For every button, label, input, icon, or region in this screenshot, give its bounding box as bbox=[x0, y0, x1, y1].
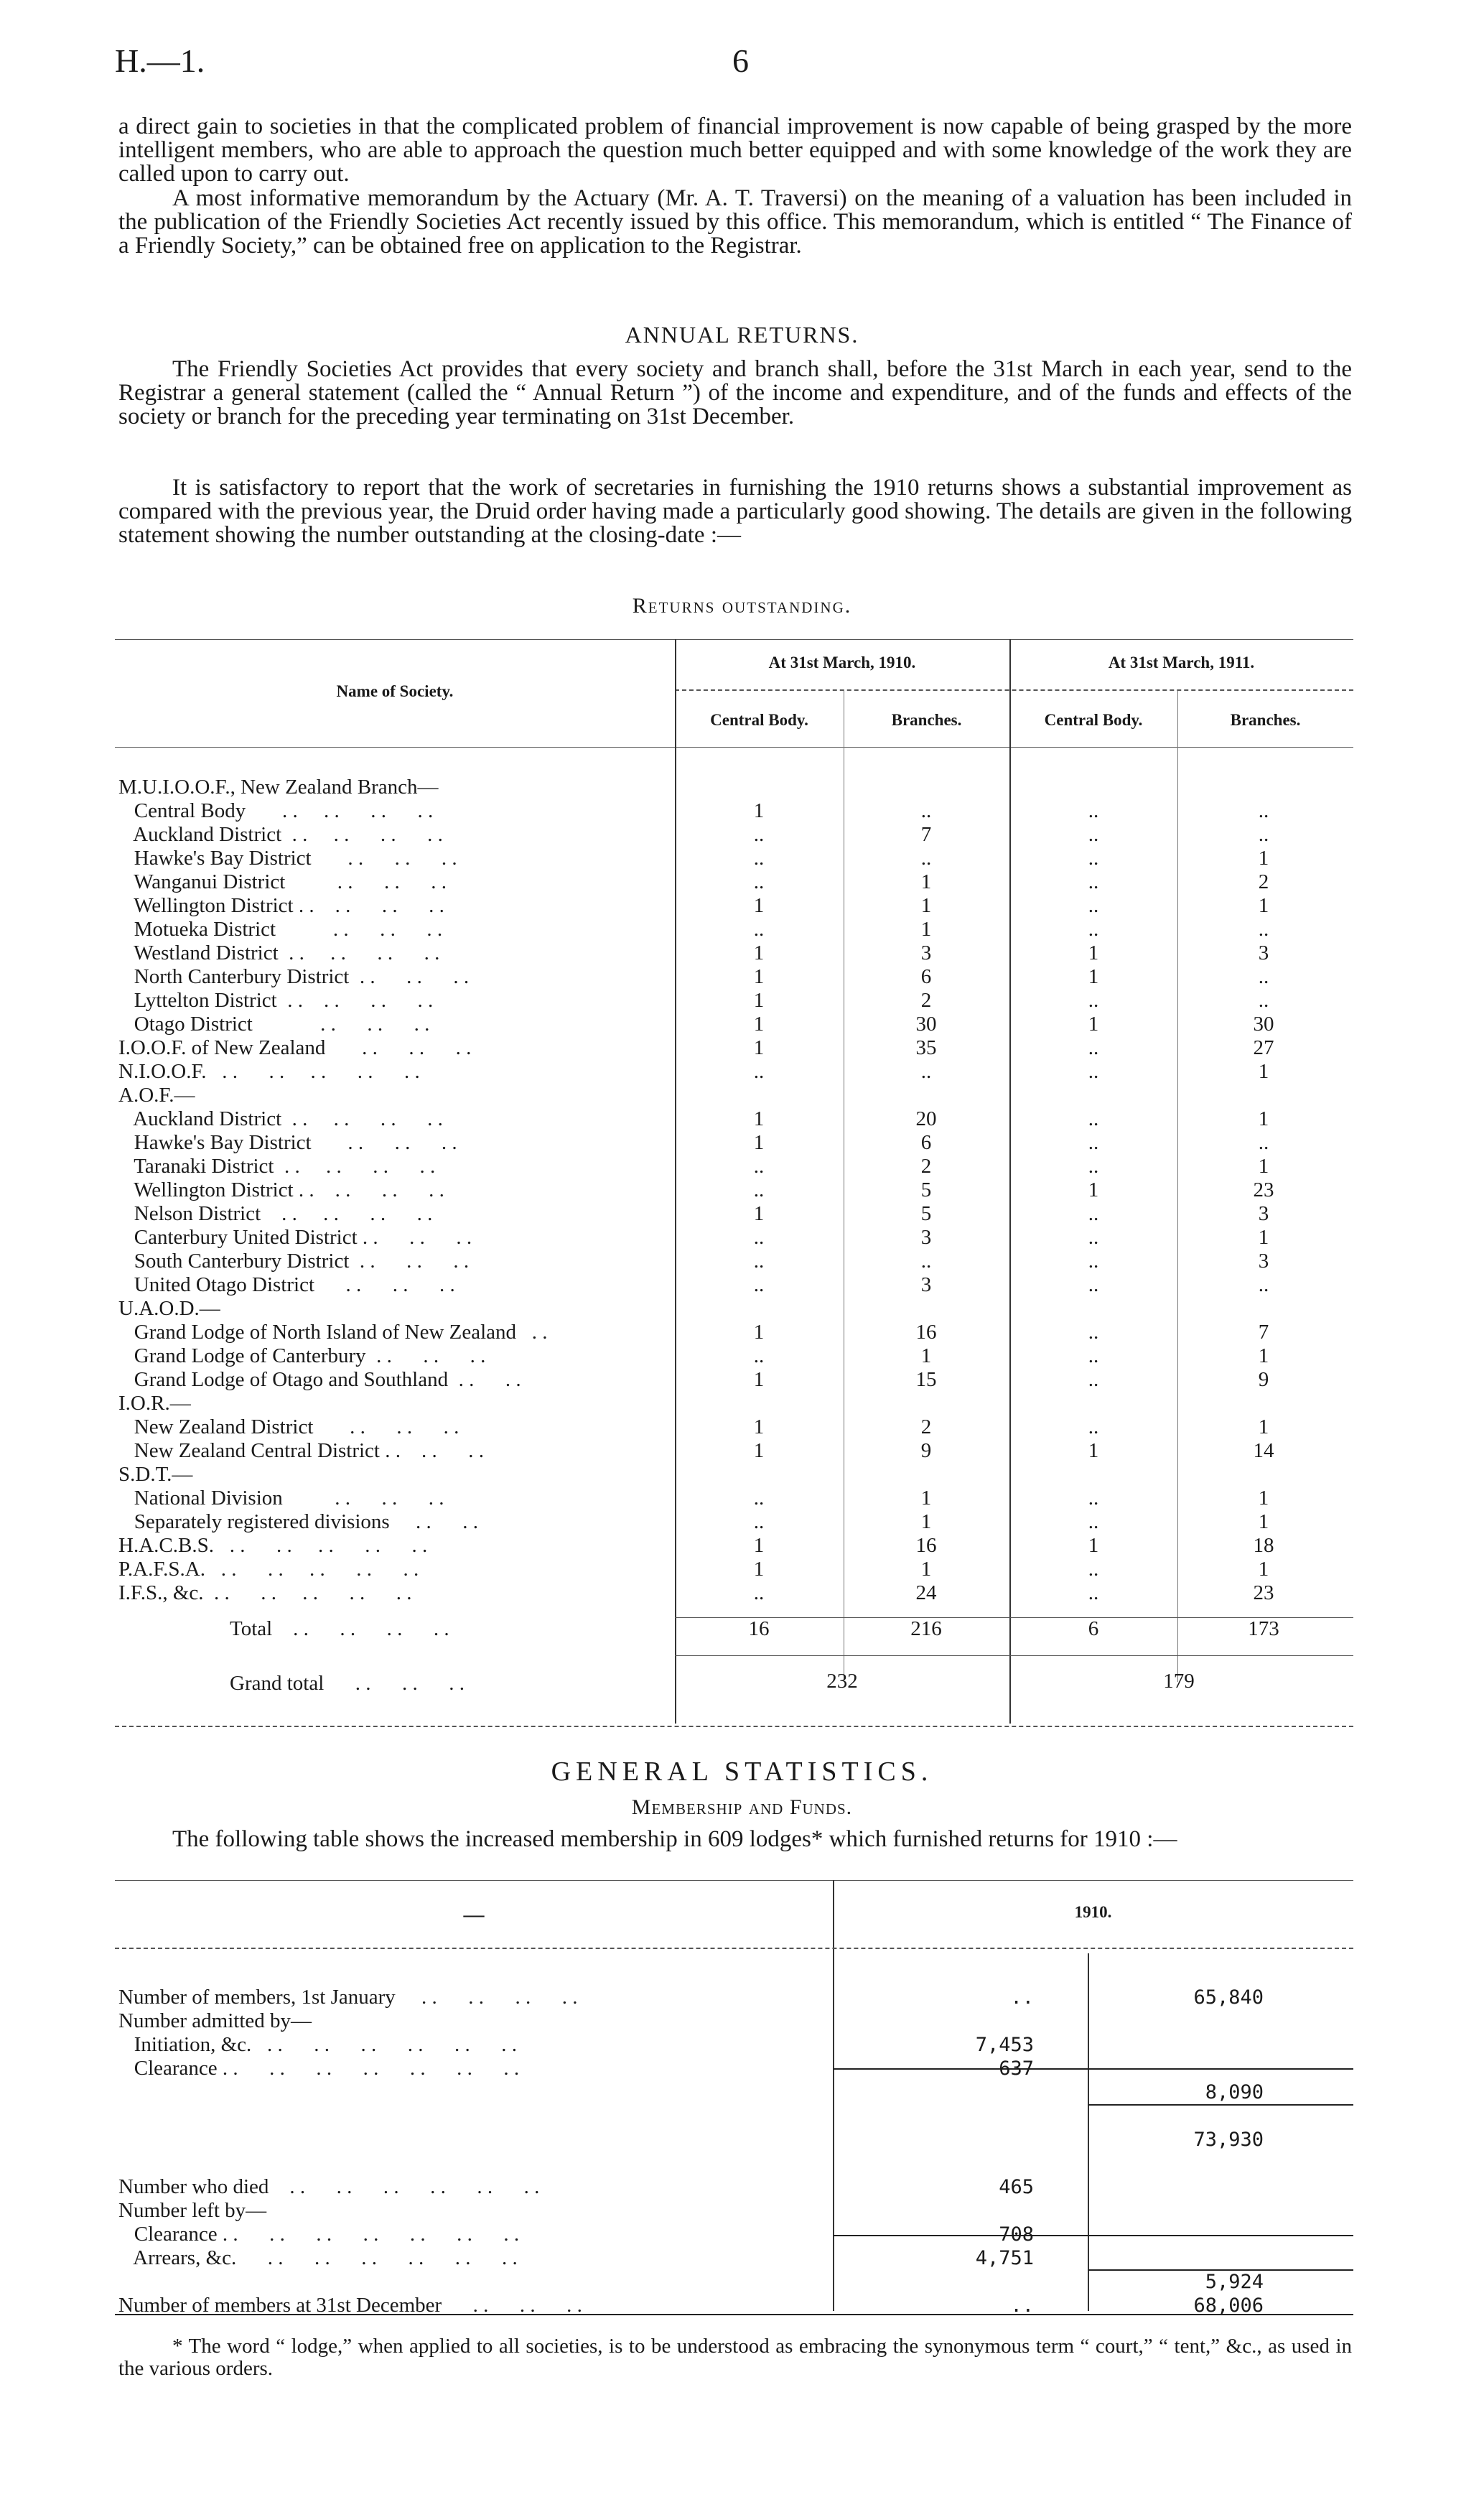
total-central-1910: 16 bbox=[748, 1617, 770, 1640]
returns-cell-b11: 2 bbox=[1258, 870, 1269, 893]
returns-cell-b11: .. bbox=[1258, 799, 1269, 822]
membership-value-b: 5,924 bbox=[1205, 2271, 1264, 2293]
returns-cell-c10: .. bbox=[753, 1155, 765, 1178]
society-name: Hawke's Bay District . . . . . . bbox=[118, 1131, 457, 1154]
returns-cell-b10: .. bbox=[920, 799, 932, 822]
society-name: Westland District . . . . . . . . bbox=[118, 941, 440, 964]
society-name: Grand Lodge of Canterbury . . . . . . bbox=[118, 1344, 486, 1367]
returns-cell-b11: 1 bbox=[1258, 1558, 1269, 1581]
society-name: Wellington District . . . . . . . . bbox=[118, 894, 444, 917]
returns-cell-c11: .. bbox=[1088, 1321, 1099, 1344]
returns-cell-c10: 1 bbox=[753, 1534, 765, 1557]
returns-cell-b11: 7 bbox=[1258, 1321, 1269, 1344]
returns-cell-b11: 3 bbox=[1258, 1202, 1269, 1225]
society-name: Wellington District . . . . . . . . bbox=[118, 1178, 444, 1201]
paragraph-2: A most informative memorandum by the Actuary (Mr. A. T. Traversi) on the meaning of a valuation has been included in the publication of the Friendly Societies Act recently issued by this office. This memorandum, which is entitled “ The Finance of a Friendly Society,” can be obtained free on application to the Registrar. bbox=[118, 185, 1352, 259]
society-name: South Canterbury District . . . . . . bbox=[118, 1250, 470, 1273]
returns-cell-b11: 1 bbox=[1258, 1415, 1269, 1438]
returns-cell-c10: 1 bbox=[753, 1415, 765, 1438]
returns-cell-b10: 9 bbox=[920, 1439, 932, 1462]
returns-cell-b11: 27 bbox=[1253, 1036, 1274, 1059]
society-name: I.F.S., &c. . . . . . . . . . . bbox=[118, 1581, 412, 1604]
column-group-1911: At 31st March, 1911. bbox=[1108, 654, 1255, 671]
returns-cell-c11: 1 bbox=[1088, 1534, 1099, 1557]
returns-cell-b10: 6 bbox=[920, 965, 932, 988]
returns-cell-b11: 1 bbox=[1258, 1155, 1269, 1178]
society-name: Grand Lodge of North Island of New Zealand . . bbox=[118, 1321, 548, 1344]
returns-table-title: Returns outstanding. bbox=[632, 594, 852, 618]
returns-cell-b10: 2 bbox=[920, 1155, 932, 1178]
general-statistics-heading: GENERAL STATISTICS. bbox=[551, 1757, 933, 1787]
returns-cell-c10: 1 bbox=[753, 1439, 765, 1462]
membership-value-b: 65,840 bbox=[1193, 1986, 1264, 2009]
membership-row-label: Number of members, 1st January . . . . . . . . bbox=[118, 1986, 578, 2009]
membership-value-b: 73,930 bbox=[1193, 2129, 1264, 2151]
returns-cell-c11: .. bbox=[1088, 1036, 1099, 1059]
society-name: P.A.F.S.A. . . . . . . . . . . bbox=[118, 1558, 419, 1581]
returns-cell-b10: 2 bbox=[920, 1415, 932, 1438]
returns-cell-b11: .. bbox=[1258, 965, 1269, 988]
total-central-1911: 6 bbox=[1088, 1617, 1099, 1640]
society-name: Otago District . . . . . . bbox=[118, 1013, 430, 1036]
returns-cell-c10: .. bbox=[753, 823, 765, 846]
membership-value-a: 465 bbox=[999, 2176, 1034, 2198]
membership-value-a: .. bbox=[1010, 2294, 1034, 2317]
returns-cell-b11: 1 bbox=[1258, 1344, 1269, 1367]
returns-cell-b11: 1 bbox=[1258, 894, 1269, 917]
returns-cell-c11: .. bbox=[1088, 1558, 1099, 1581]
membership-row-label: Number of members at 31st December . . . . . . bbox=[118, 2294, 582, 2317]
returns-cell-c11: 1 bbox=[1088, 941, 1099, 964]
returns-cell-b10: 16 bbox=[915, 1321, 937, 1344]
returns-cell-b10: 1 bbox=[920, 870, 932, 893]
column-header-branches-1910: Branches. bbox=[891, 711, 962, 729]
membership-row-label: Number admitted by— bbox=[118, 2009, 312, 2032]
general-statistics-intro: The following table shows the increased membership in 609 lodges* which furnished returns for 1910 :— bbox=[172, 1826, 1177, 1852]
returns-cell-b10: 20 bbox=[915, 1107, 937, 1130]
returns-cell-b11: .. bbox=[1258, 989, 1269, 1012]
returns-cell-b11: .. bbox=[1258, 1131, 1269, 1154]
returns-cell-b10: 30 bbox=[915, 1013, 937, 1036]
society-name: New Zealand District . . . . . . bbox=[118, 1415, 459, 1438]
returns-cell-b11: 3 bbox=[1258, 1250, 1269, 1273]
returns-cell-c11: .. bbox=[1088, 1415, 1099, 1438]
returns-cell-c10: .. bbox=[753, 870, 765, 893]
grand-total-1911: 179 bbox=[1163, 1670, 1195, 1693]
returns-cell-c11: 1 bbox=[1088, 1178, 1099, 1201]
returns-cell-c11: 1 bbox=[1088, 965, 1099, 988]
returns-cell-b11: 1 bbox=[1258, 1226, 1269, 1249]
society-name: Taranaki District . . . . . . . . bbox=[118, 1155, 436, 1178]
annual-returns-paragraph-1: The Friendly Societies Act provides that every society and branch shall, before the 31st March in each year, send to the Registrar a general statement (called the “ Annual Return ”) of the income and expenditure, and of the funds and effects of the society or branch for the preceding year terminating on 31st December. bbox=[118, 356, 1352, 429]
document-reference: H.—1. bbox=[115, 42, 205, 79]
returns-cell-b10: 24 bbox=[915, 1581, 937, 1604]
society-name: Nelson District . . . . . . . . bbox=[118, 1202, 433, 1225]
returns-cell-c10: .. bbox=[753, 1510, 765, 1533]
society-name: A.O.F.— bbox=[118, 1084, 195, 1107]
returns-cell-b11: 18 bbox=[1253, 1534, 1274, 1557]
returns-cell-b11: 30 bbox=[1253, 1013, 1274, 1036]
returns-cell-c10: 1 bbox=[753, 1321, 765, 1344]
membership-row-label: Number who died . . . . . . . . . . . . bbox=[118, 2175, 540, 2198]
returns-cell-b10: 3 bbox=[920, 941, 932, 964]
returns-cell-c11: 1 bbox=[1088, 1013, 1099, 1036]
society-name: I.O.O.F. of New Zealand . . . . . . bbox=[118, 1036, 472, 1059]
returns-cell-b10: 3 bbox=[920, 1226, 932, 1249]
returns-cell-c10: .. bbox=[753, 1060, 765, 1083]
returns-cell-c10: .. bbox=[753, 1226, 765, 1249]
returns-cell-c10: .. bbox=[753, 1273, 765, 1296]
returns-cell-b10: 6 bbox=[920, 1131, 932, 1154]
returns-cell-c10: 1 bbox=[753, 989, 765, 1012]
total-branches-1910: 216 bbox=[910, 1617, 942, 1640]
returns-cell-b10: 5 bbox=[920, 1178, 932, 1201]
returns-cell-c11: .. bbox=[1088, 918, 1099, 941]
society-name: H.A.C.B.S. . . . . . . . . . . bbox=[118, 1534, 428, 1557]
society-name: S.D.T.— bbox=[118, 1463, 193, 1486]
footnote: * The word “ lodge,” when applied to all societies, is to be understood as embracing the synonymous term “ court,” “ tent,” &c., as used in the various orders. bbox=[118, 2335, 1352, 2380]
returns-cell-c11: .. bbox=[1088, 1273, 1099, 1296]
society-name: United Otago District . . . . . . bbox=[118, 1273, 455, 1296]
membership-column-year: 1910. bbox=[1074, 1903, 1112, 1921]
returns-cell-c11: .. bbox=[1088, 1250, 1099, 1273]
grand-total-label: Grand total . . . . . . bbox=[230, 1672, 465, 1695]
returns-cell-c11: .. bbox=[1088, 1107, 1099, 1130]
society-name: Central Body . . . . . . . . bbox=[118, 799, 434, 822]
returns-cell-b10: 3 bbox=[920, 1273, 932, 1296]
returns-cell-c11: .. bbox=[1088, 1581, 1099, 1604]
column-header-central-body-1910: Central Body. bbox=[710, 711, 808, 729]
returns-cell-b11: .. bbox=[1258, 918, 1269, 941]
returns-cell-c10: 1 bbox=[753, 1131, 765, 1154]
returns-cell-c10: .. bbox=[753, 847, 765, 870]
returns-cell-b10: 2 bbox=[920, 989, 932, 1012]
returns-cell-b11: 14 bbox=[1253, 1439, 1274, 1462]
society-name: Grand Lodge of Otago and Southland . . . . bbox=[118, 1368, 521, 1391]
returns-cell-b10: 35 bbox=[915, 1036, 937, 1059]
society-name: National Division . . . . . . bbox=[118, 1487, 444, 1510]
society-name: Auckland District . . . . . . . . bbox=[118, 1107, 443, 1130]
returns-cell-b10: 7 bbox=[920, 823, 932, 846]
returns-cell-b10: 15 bbox=[915, 1368, 937, 1391]
returns-cell-b11: 1 bbox=[1258, 1107, 1269, 1130]
membership-row-label: Initiation, &c. . . . . . . . . . . . . bbox=[118, 2033, 517, 2056]
society-name: Canterbury United District . . . . . . bbox=[118, 1226, 472, 1249]
paragraph-1: a direct gain to societies in that the complicated problem of financial improvement is now capable of being grasped by the more intelligent members, who are able to approach the question much better equipped and with some knowledge of the work they are called upon to carry out. bbox=[118, 113, 1352, 187]
returns-cell-c10: 1 bbox=[753, 941, 765, 964]
returns-cell-b11: 23 bbox=[1253, 1178, 1274, 1201]
grand-total-1910: 232 bbox=[826, 1670, 858, 1693]
returns-cell-b11: 9 bbox=[1258, 1368, 1269, 1391]
total-branches-1911: 173 bbox=[1248, 1617, 1279, 1640]
page-number: 6 bbox=[732, 42, 749, 79]
society-name: M.U.I.O.O.F., New Zealand Branch— bbox=[118, 776, 439, 799]
returns-cell-c10: 1 bbox=[753, 1107, 765, 1130]
returns-cell-c11: .. bbox=[1088, 1131, 1099, 1154]
returns-cell-c11: .. bbox=[1088, 823, 1099, 846]
returns-cell-b11: 3 bbox=[1258, 941, 1269, 964]
returns-cell-c11: .. bbox=[1088, 1202, 1099, 1225]
returns-cell-c10: .. bbox=[753, 1178, 765, 1201]
returns-cell-c10: .. bbox=[753, 1250, 765, 1273]
returns-cell-c11: .. bbox=[1088, 1226, 1099, 1249]
society-name: Hawke's Bay District . . . . . . bbox=[118, 847, 457, 870]
society-name: I.O.R.— bbox=[118, 1392, 191, 1415]
returns-cell-c10: 1 bbox=[753, 1036, 765, 1059]
membership-funds-subheading: Membership and Funds. bbox=[631, 1795, 853, 1819]
column-header-branches-1911: Branches. bbox=[1230, 711, 1301, 729]
returns-cell-b10: .. bbox=[920, 847, 932, 870]
society-name: Lyttelton District . . . . . . . . bbox=[118, 989, 434, 1012]
membership-value-a: 708 bbox=[999, 2223, 1034, 2246]
society-name: Wanganui District . . . . . . bbox=[118, 870, 447, 893]
society-name: Motueka District . . . . . . bbox=[118, 918, 443, 941]
returns-cell-c10: .. bbox=[753, 918, 765, 941]
returns-cell-c11: .. bbox=[1088, 1060, 1099, 1083]
society-name: U.A.O.D.— bbox=[118, 1297, 220, 1320]
society-name: N.I.O.O.F. . . . . . . . . . . bbox=[118, 1060, 420, 1083]
returns-cell-c10: 1 bbox=[753, 1013, 765, 1036]
membership-column-blank: — bbox=[463, 1903, 485, 1926]
returns-cell-b11: 1 bbox=[1258, 1510, 1269, 1533]
returns-cell-b10: .. bbox=[920, 1060, 932, 1083]
returns-cell-c10: .. bbox=[753, 1581, 765, 1604]
membership-value-a: .. bbox=[1010, 1986, 1034, 2009]
returns-cell-c10: 1 bbox=[753, 1558, 765, 1581]
returns-cell-b10: 1 bbox=[920, 1558, 932, 1581]
returns-cell-b11: .. bbox=[1258, 823, 1269, 846]
returns-cell-c10: 1 bbox=[753, 1202, 765, 1225]
returns-cell-c11: .. bbox=[1088, 894, 1099, 917]
returns-cell-c11: .. bbox=[1088, 1368, 1099, 1391]
membership-value-b: 68,006 bbox=[1193, 2294, 1264, 2317]
returns-cell-b11: 1 bbox=[1258, 1487, 1269, 1510]
returns-cell-c11: .. bbox=[1088, 1487, 1099, 1510]
membership-row-label: Arrears, &c. . . . . . . . . . . . . bbox=[118, 2246, 518, 2269]
annual-returns-paragraph-2: It is satisfactory to report that the work of secretaries in furnishing the 1910 returns shows a substantial improvement as compared with the previous year, the Druid order having made a particularly good showing. The details are given in the following statement showing the number outstanding at the closing-date :— bbox=[118, 475, 1352, 548]
returns-cell-c11: .. bbox=[1088, 847, 1099, 870]
returns-cell-c10: 1 bbox=[753, 965, 765, 988]
returns-cell-c10: 1 bbox=[753, 1368, 765, 1391]
annual-returns-heading: ANNUAL RETURNS. bbox=[625, 322, 859, 348]
returns-cell-b11: 1 bbox=[1258, 847, 1269, 870]
returns-cell-b10: 16 bbox=[915, 1534, 937, 1557]
returns-cell-b11: .. bbox=[1258, 1273, 1269, 1296]
membership-row-label: Clearance . . . . . . . . . . . . . . bbox=[118, 2057, 520, 2080]
column-header-name-of-society: Name of Society. bbox=[336, 682, 454, 700]
returns-cell-b10: 1 bbox=[920, 1487, 932, 1510]
column-group-1910: At 31st March, 1910. bbox=[768, 654, 916, 671]
society-name: Separately registered divisions . . . . bbox=[118, 1510, 478, 1533]
returns-cell-c11: 1 bbox=[1088, 1439, 1099, 1462]
returns-cell-c11: .. bbox=[1088, 1155, 1099, 1178]
returns-cell-c11: .. bbox=[1088, 1510, 1099, 1533]
membership-value-a: 7,453 bbox=[975, 2034, 1034, 2056]
returns-cell-b10: .. bbox=[920, 1250, 932, 1273]
membership-value-a: 4,751 bbox=[975, 2247, 1034, 2269]
membership-row-label: Number left by— bbox=[118, 2199, 267, 2222]
society-name: North Canterbury District . . . . . . bbox=[118, 965, 470, 988]
returns-cell-c10: 1 bbox=[753, 799, 765, 822]
society-name: New Zealand Central District . . . . . . bbox=[118, 1439, 484, 1462]
membership-value-a: 637 bbox=[999, 2057, 1034, 2080]
returns-cell-c11: .. bbox=[1088, 1344, 1099, 1367]
returns-cell-c10: .. bbox=[753, 1487, 765, 1510]
returns-cell-b10: 1 bbox=[920, 1510, 932, 1533]
membership-value-b: 8,090 bbox=[1205, 2081, 1264, 2103]
returns-cell-c11: .. bbox=[1088, 989, 1099, 1012]
returns-cell-b11: 23 bbox=[1253, 1581, 1274, 1604]
total-row-label: Total . . . . . . . . bbox=[230, 1617, 449, 1640]
returns-cell-b10: 1 bbox=[920, 1344, 932, 1367]
column-header-central-body-1911: Central Body. bbox=[1044, 711, 1143, 729]
membership-row-label: Clearance . . . . . . . . . . . . . . bbox=[118, 2223, 520, 2246]
returns-cell-c10: 1 bbox=[753, 894, 765, 917]
returns-cell-b10: 5 bbox=[920, 1202, 932, 1225]
returns-cell-b11: 1 bbox=[1258, 1060, 1269, 1083]
returns-cell-b10: 1 bbox=[920, 918, 932, 941]
society-name: Auckland District . . . . . . . . bbox=[118, 823, 443, 846]
returns-cell-b10: 1 bbox=[920, 894, 932, 917]
returns-cell-c11: .. bbox=[1088, 870, 1099, 893]
returns-cell-c10: .. bbox=[753, 1344, 765, 1367]
returns-cell-c11: .. bbox=[1088, 799, 1099, 822]
